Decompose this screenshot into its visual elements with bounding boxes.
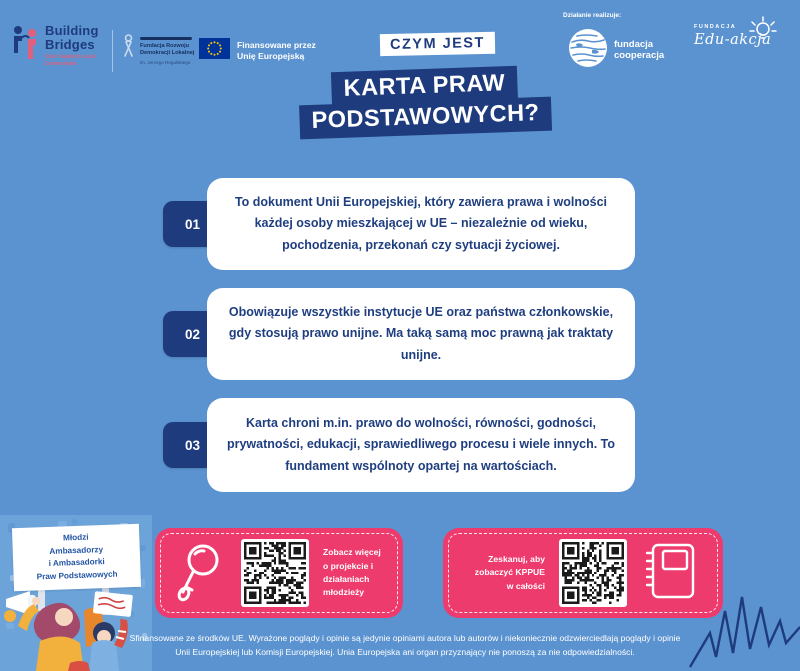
qr-card-kppue xyxy=(443,528,723,618)
building-bridges-tagline2: Communities xyxy=(45,60,77,67)
frdl-subtitle: im. Jerzego Regulskiego xyxy=(140,59,191,65)
building-bridges-name-line2: Bridges xyxy=(45,36,95,52)
page-title xyxy=(289,64,561,139)
info-card-02 xyxy=(207,288,635,380)
disclaimer-line1: Sfinansowane ze środków UE. Wyrażone poglądy i opinie są jedynie opiniami autora lub autorów i niekoniecznie odzwierciedlają poglądy i opinie xyxy=(129,633,681,643)
header-divider xyxy=(112,30,113,72)
lightbulb-icon xyxy=(746,12,780,51)
card-number-badge-02: 02 xyxy=(163,311,222,357)
info-card-03 xyxy=(207,398,635,492)
realized-by-label: Działanie realizuje: xyxy=(563,12,622,19)
building-bridges-name-line1: Building xyxy=(45,23,99,38)
card-number-badge-03: 03 xyxy=(163,422,222,468)
magnifier-icon xyxy=(173,540,227,607)
eu-funding-logo xyxy=(199,38,316,64)
funding-disclaimer xyxy=(80,632,730,660)
frdl-logo xyxy=(121,34,194,69)
qr-card-kppue-label: Zeskanuj, aby zobaczyć KPPUE w całości xyxy=(474,554,545,591)
building-bridges-tagline1: Civic Capital in Local xyxy=(45,54,96,61)
cooperacja-line2: cooperacja xyxy=(614,49,665,61)
info-card-01 xyxy=(207,178,635,270)
frdl-name-line2: Demokracji Lokalnej xyxy=(140,50,195,57)
title-line2: PODSTAWOWYCH? xyxy=(299,97,552,140)
info-card-01-text: To dokument Unii Europejskiej, który zawiera prawa i wolności każdej osoby mieszkającej w UE – niezależnie od wieku, pochodzenia, przekonań czy sytuacji życiowej. xyxy=(234,195,608,252)
zigzag-decoration xyxy=(688,593,800,671)
eduakcja-small-label: FUNDACJA xyxy=(694,24,737,30)
eduakcja-name: Edu-akcja xyxy=(694,32,772,48)
info-card-02-text: Obowiązuje wszystkie instytucje UE oraz państwa członkowskie, gdy stosują prawo unijne. Ma taką samą moc prawną jak traktaty unijne. xyxy=(228,305,614,362)
globe-icon xyxy=(568,28,608,73)
eu-funding-line2: Unię Europejską xyxy=(237,51,305,61)
qr-code-kppue xyxy=(559,539,627,607)
qr-card-project xyxy=(155,528,403,618)
cooperacja-line1: fundacja xyxy=(614,38,654,50)
eu-funding-line1: Finansowane przez xyxy=(237,40,316,51)
qr-code-project xyxy=(241,539,309,607)
eu-flag-icon xyxy=(199,38,230,64)
banner-line3: i Ambasadorki xyxy=(48,557,105,569)
frdl-bar xyxy=(140,37,192,40)
banner-line4: Praw Podstawowych xyxy=(36,569,118,582)
eduakcja-logo xyxy=(694,24,786,48)
banner-line1: Młodzi xyxy=(62,532,89,543)
building-bridges-icon xyxy=(10,24,40,71)
frdl-ribbon-icon xyxy=(121,34,136,69)
disclaimer-line2: Unii Europejskiej lub Komisji Europejskiej. Unia Europejska ani organ przyznający nie ponoszą za nie odpowiedzialności. xyxy=(175,646,635,657)
building-bridges-logo xyxy=(10,24,99,71)
title-line1: KARTA PRAW xyxy=(331,66,518,106)
fundacja-cooperacja-logo xyxy=(568,28,664,73)
frdl-name-line1: Fundacja Rozwoju xyxy=(140,42,190,49)
info-card-03-text: Karta chroni m.in. prawo do wolności, równości, godności, prywatności, edukacji, sprawiedliwego procesu i wiele innych. To fundament wspólnoty opartej na wartościach. xyxy=(226,416,616,473)
qr-card-project-label: Zobacz więcej o projekcie i działaniach młodzieży xyxy=(323,547,381,598)
title-kicker: CZYM JEST xyxy=(380,32,495,56)
banner-line2: Ambasadorzy xyxy=(49,544,104,556)
card-number-badge-01: 01 xyxy=(163,201,222,247)
ambassadors-banner xyxy=(12,524,141,591)
